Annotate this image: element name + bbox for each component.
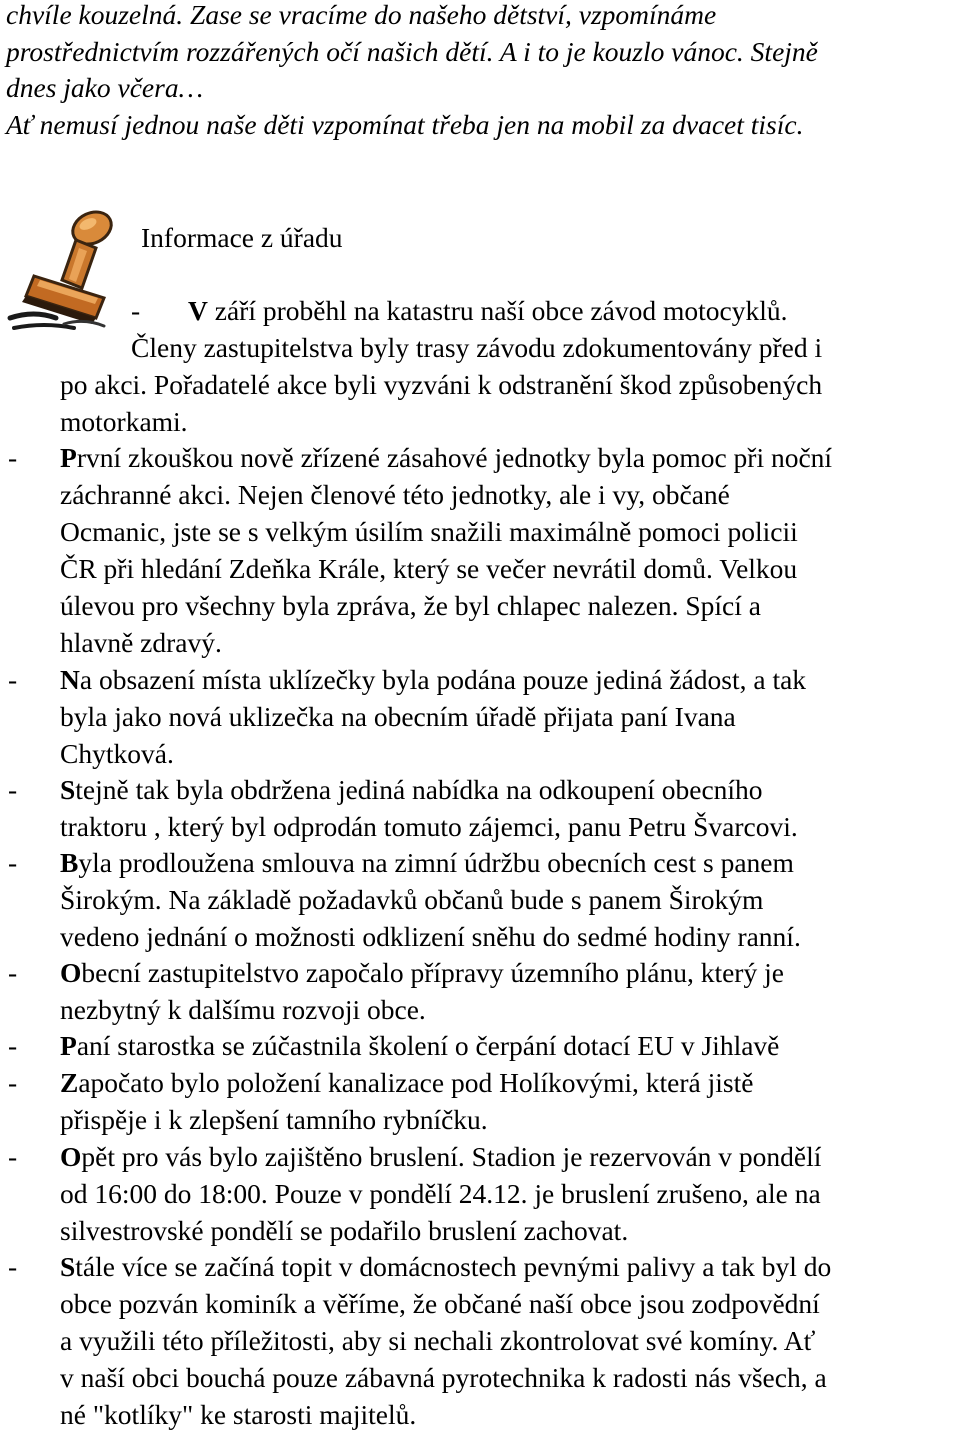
list-item-line xyxy=(60,955,784,992)
list-item-text: září proběhl na katastru naší obce závod motocyklů. xyxy=(207,295,788,326)
list-item-text: rvní zkouškou nově zřízené zásahové jednotky byla pomoc při noční xyxy=(76,442,833,473)
list-item-line: silvestrovské pondělí se podařilo bruslení zachovat. xyxy=(60,1215,629,1246)
list-item-initial: S xyxy=(60,1251,76,1282)
list-item-text: tejně tak byla obdržena jediná nabídka na odkoupení obecního xyxy=(75,774,763,805)
list-item-text: apočato bylo položení kanalizace pod Holíkovými, která jistě xyxy=(78,1067,754,1098)
list-item-line: ČR při hledání Zdeňka Krále, který se večer nevrátil domů. Velkou xyxy=(60,553,798,584)
list-dash: - xyxy=(8,664,18,695)
list-item-text: pět pro vás bylo zajištěno bruslení. Stadion je rezervován v pondělí xyxy=(81,1141,822,1172)
list-dash: - xyxy=(8,1141,18,1172)
list-item-line: po akci. Pořadatelé akce byli vyzváni k odstranění škod způsobených xyxy=(60,369,823,400)
list-item-initial: P xyxy=(60,1030,77,1061)
list-item-line: přispěje i k zlepšení tamního rybníčku. xyxy=(60,1104,488,1135)
list-item-line: záchranné akci. Nejen členové této jednotky, ale i vy, občané xyxy=(60,479,730,510)
list-item-line: vedeno jednání o možnosti odklizení sněhu do sedmé hodiny ranní. xyxy=(60,921,801,952)
intro-line: chvíle kouzelná. Zase se vracíme do našeho dětství, vzpomínáme xyxy=(6,0,717,30)
list-item-initial: Z xyxy=(60,1067,79,1098)
list-dash: - xyxy=(8,1030,18,1061)
list-item-line: né "kotlíky" ke starosti majitelů. xyxy=(60,1399,417,1430)
list-item-line: traktoru , který byl odprodán tomuto zájemci, panu Petru Švarcovi. xyxy=(60,811,798,842)
list-dash: - xyxy=(8,957,18,988)
list-item-line xyxy=(60,1028,779,1065)
list-item-line xyxy=(60,440,832,477)
list-item-initial: B xyxy=(60,847,79,878)
list-dash: - xyxy=(8,1067,18,1098)
list-item-line xyxy=(60,1139,821,1176)
list-item-initial: N xyxy=(60,664,80,695)
section-title: Informace z úřadu xyxy=(141,222,343,253)
list-item-line: hlavně zdravý. xyxy=(60,627,222,658)
intro-line: prostřednictvím rozzářených očí našich dětí. A i to je kouzlo vánoc. Stejně xyxy=(6,35,818,67)
list-item-text: becní zastupitelstvo započalo přípravy územního plánu, který je xyxy=(81,957,784,988)
list-dash: - xyxy=(8,774,18,805)
list-item-line xyxy=(60,1249,831,1286)
list-dash: - xyxy=(8,442,18,473)
list-item-line: byla jako nová uklizečka na obecním úřadě přijata paní Ivana xyxy=(60,701,736,732)
list-dash: - xyxy=(8,847,18,878)
list-item-line: Ocmanic, jste se s velkým úsilím snažili maximálně pomoci policii xyxy=(60,516,798,547)
list-item-line: motorkami. xyxy=(60,406,188,437)
rubber-stamp-icon xyxy=(4,206,139,336)
list-item-line xyxy=(60,1065,753,1102)
list-item-text: tále více se začíná topit v domácnostech pevnými palivy a tak byl do xyxy=(75,1251,832,1282)
intro-line: Ať nemusí jednou naše děti vzpomínat třeba jen na mobil za dvacet tisíc. xyxy=(6,109,804,141)
list-item-initial: O xyxy=(60,1141,82,1172)
list-dash: - xyxy=(8,1251,18,1282)
list-item-line xyxy=(60,662,806,699)
intro-line: dnes jako včera… xyxy=(6,72,204,104)
list-item-text: aní starostka se zúčastnila školení o čerpání dotací EU v Jihlavě xyxy=(76,1030,780,1061)
list-item-line: Členy zastupitelstva byly trasy závodu zdokumentovány před i xyxy=(131,332,823,363)
list-item-line xyxy=(60,772,763,809)
list-item-text: yla prodloužena smlouva na zimní údržbu obecních cest s panem xyxy=(78,847,794,878)
list-item-line: Širokým. Na základě požadavků občanů bude s panem Širokým xyxy=(60,884,764,915)
list-item-line: Chytková. xyxy=(60,738,174,769)
list-item-initial: P xyxy=(60,442,77,473)
list-item-text: a obsazení místa uklízečky byla podána pouze jediná žádost, a tak xyxy=(79,664,807,695)
list-dash: - xyxy=(131,295,141,326)
list-item-line: od 16:00 do 18:00. Pouze v pondělí 24.12. je bruslení zrušeno, ale na xyxy=(60,1178,821,1209)
list-item-initial: V xyxy=(188,295,208,326)
list-item-initial: S xyxy=(60,774,76,805)
intro-paragraph xyxy=(6,0,956,144)
list-item-line: a využili této příležitosti, aby si nechali zkontrolovat své komíny. Ať xyxy=(60,1325,816,1356)
list-item-line xyxy=(60,845,794,882)
list-item-line: nezbytný k dalšímu rozvoji obce. xyxy=(60,994,426,1025)
list-item-line: úlevou pro všechny byla zpráva, že byl chlapec nalezen. Spící a xyxy=(60,590,761,621)
list-item-initial: O xyxy=(60,957,82,988)
list-item-line: obce pozván kominík a věříme, že občané naší obce jsou zodpovědní xyxy=(60,1288,820,1319)
list-item-line: v naší obci bouchá pouze zábavná pyrotechnika k radosti nás všech, a xyxy=(60,1362,827,1393)
list-item-line xyxy=(188,293,787,330)
